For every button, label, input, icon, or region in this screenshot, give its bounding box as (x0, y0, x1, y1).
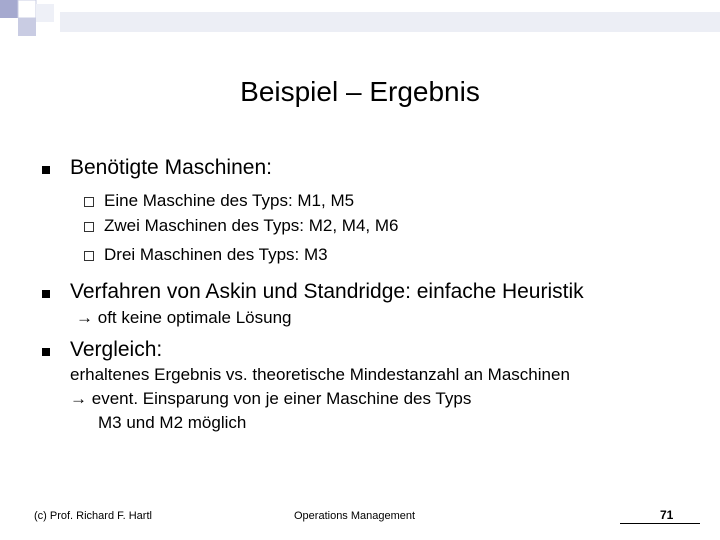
bullet-text: Vergleich: (70, 338, 163, 361)
note-text: oft keine optimale Lösung (97, 308, 292, 327)
comparison-line: M3 und M2 möglich (98, 413, 247, 432)
subitem-text: Zwei Maschinen des Typs: M2, M4, M6 (104, 216, 399, 235)
header-band (60, 12, 720, 32)
bullet-marker (42, 166, 50, 174)
checkbox-bullet-icon (84, 251, 94, 261)
deco-square (0, 0, 18, 18)
bullet-marker (42, 348, 50, 356)
arrow-right-icon: → (70, 389, 87, 408)
deco-square (36, 4, 54, 22)
arrow-right-icon: → (76, 308, 93, 327)
comparison-line (70, 389, 471, 409)
page-number: 71 (660, 508, 674, 522)
note-line (76, 308, 291, 328)
footer-rule (620, 523, 700, 524)
bullet-text: Verfahren von Askin und Standridge: einfache Heuristik (70, 280, 584, 303)
footer-author: (c) Prof. Richard F. Hartl (34, 510, 152, 522)
checkbox-bullet-icon (84, 197, 94, 207)
comparison-text: event. Einsparung von je einer Maschine des Typs (91, 389, 472, 408)
checkbox-bullet-icon (84, 222, 94, 232)
deco-square (0, 18, 18, 36)
deco-square (18, 0, 36, 18)
comparison-line: erhaltenes Ergebnis vs. theoretische Mindestanzahl an Maschinen (70, 365, 570, 384)
slide-title: Beispiel – Ergebnis (240, 76, 480, 107)
deco-square (18, 18, 36, 36)
subitem-text: Eine Maschine des Typs: M1, M5 (104, 191, 355, 210)
subitem-text: Drei Maschinen des Typs: M3 (104, 245, 328, 264)
bullet-text: Benötigte Maschinen: (70, 156, 272, 179)
header-decoration (0, 0, 720, 48)
bullet-marker (42, 290, 50, 298)
footer-course: Operations Management (294, 510, 416, 522)
